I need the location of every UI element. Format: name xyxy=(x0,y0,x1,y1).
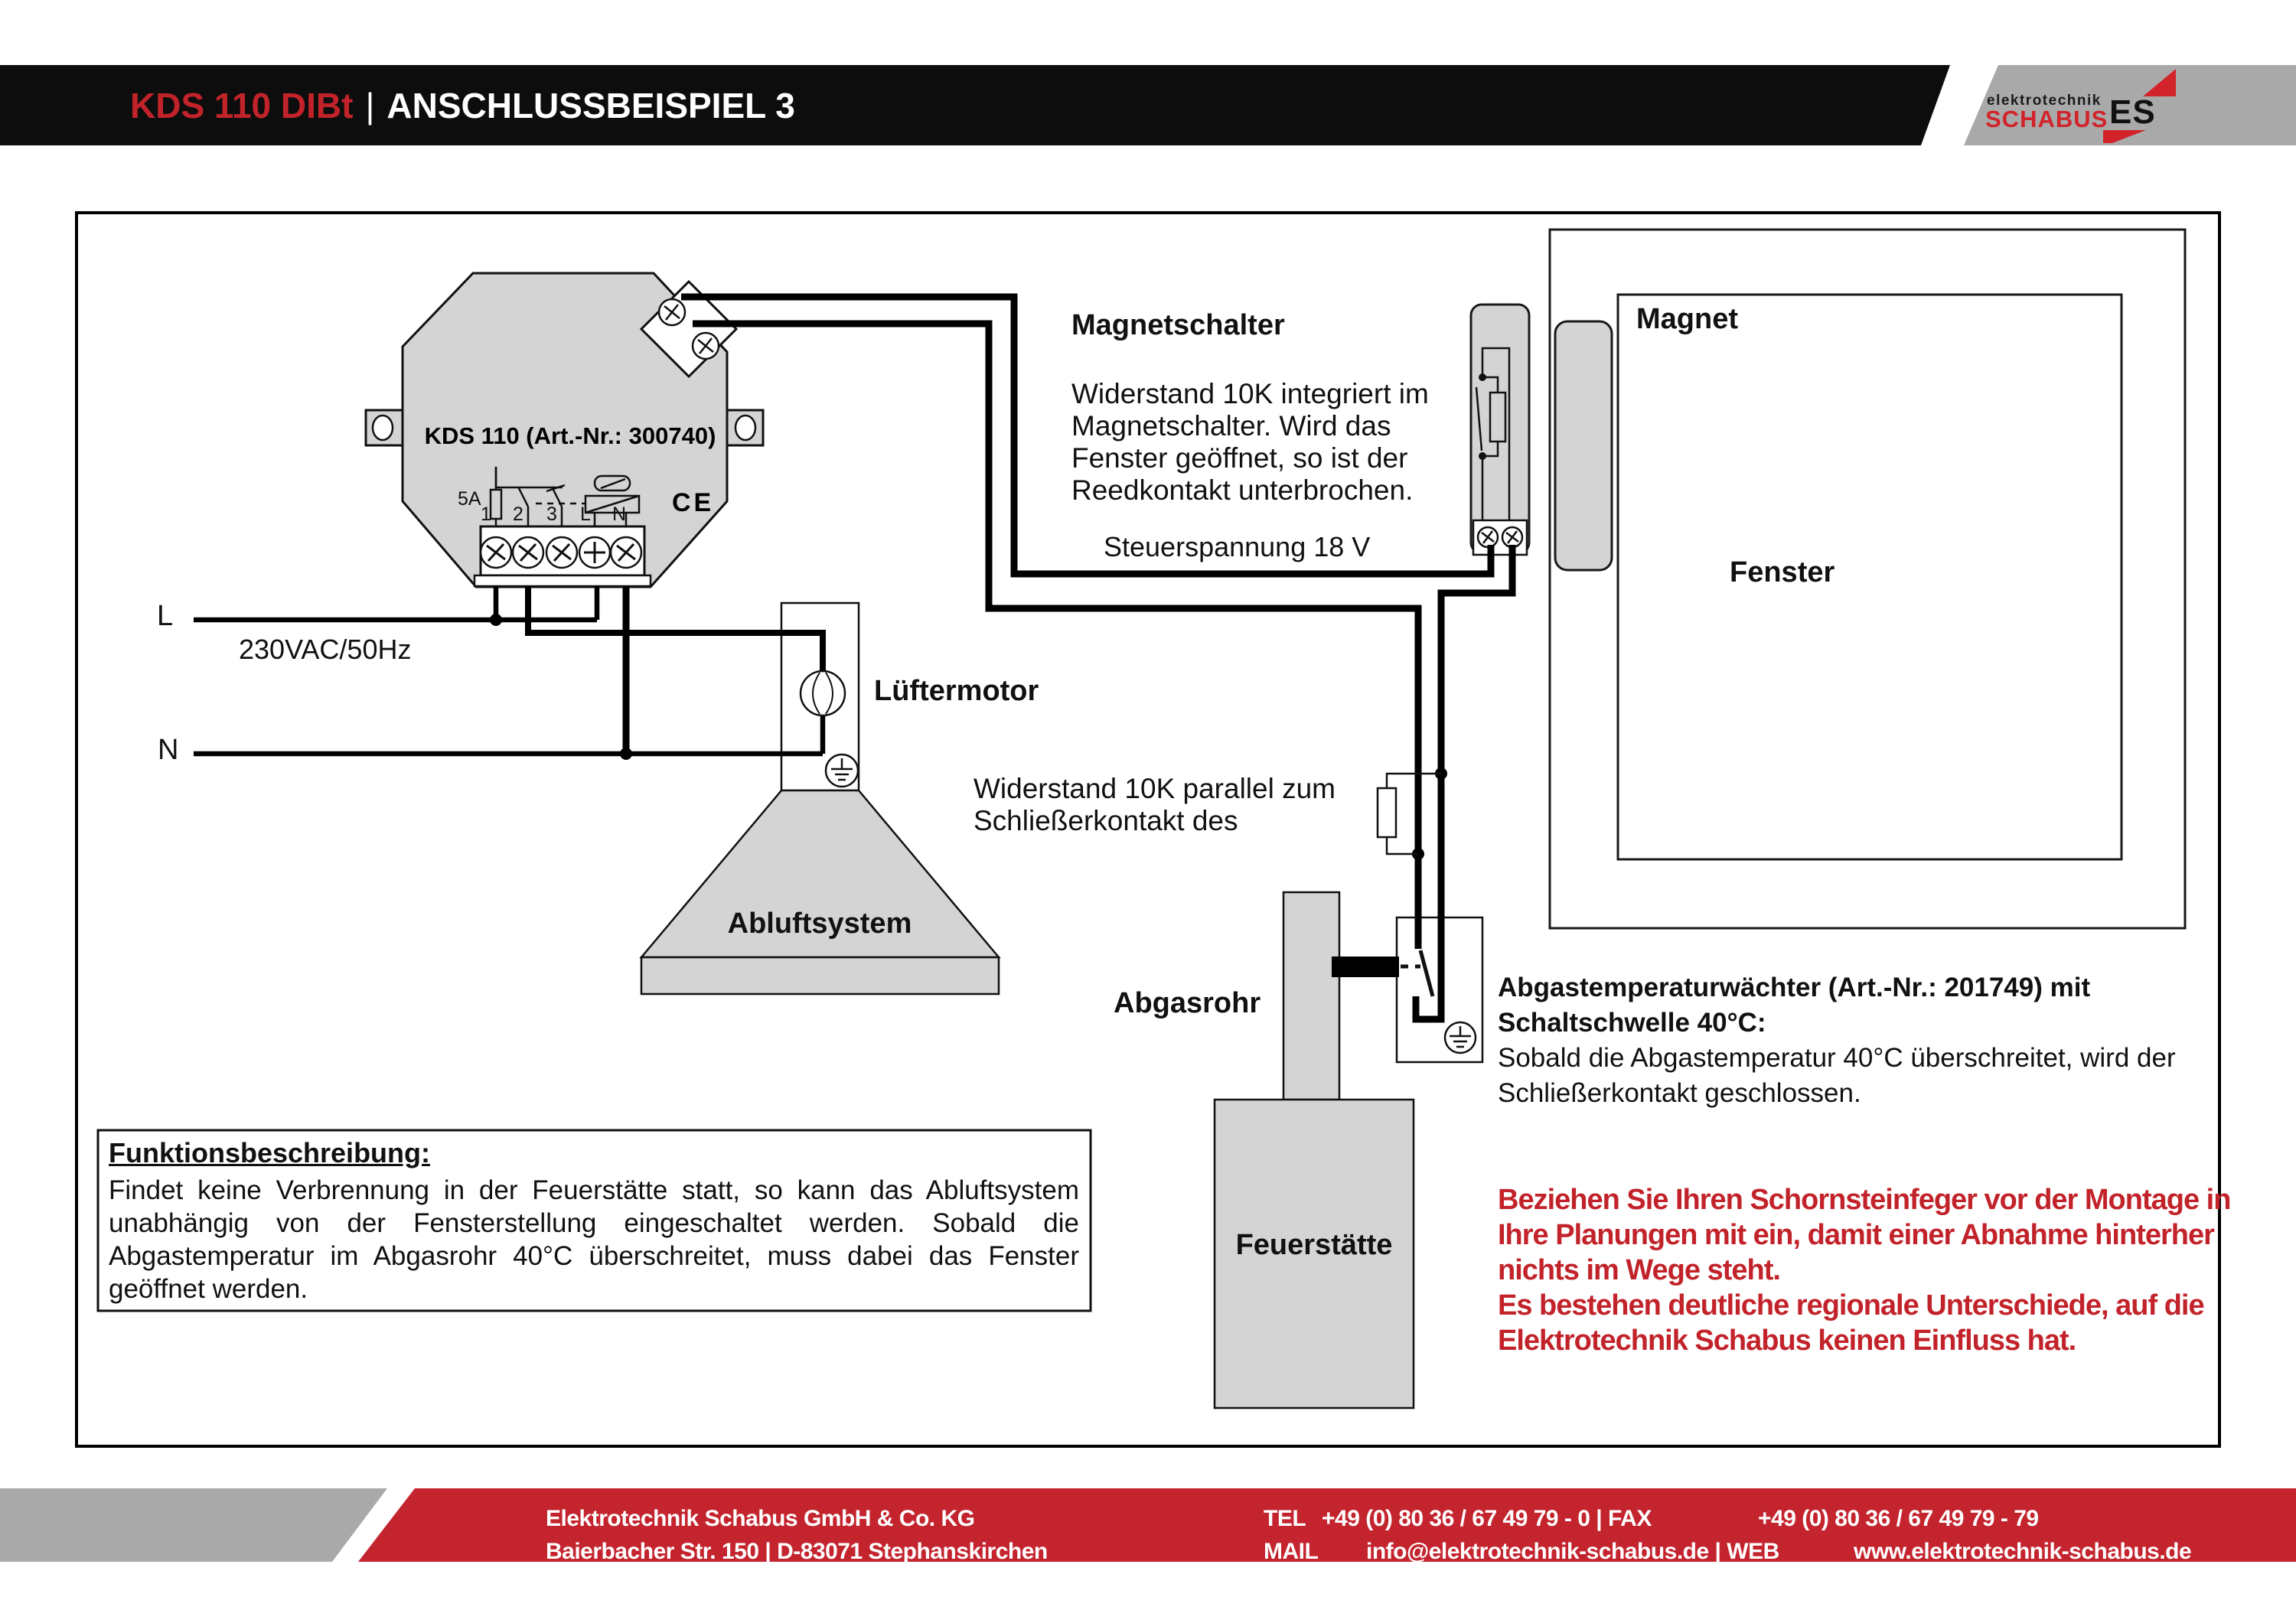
screw-icon xyxy=(1502,527,1522,547)
warning-line: Ihre Planungen mit ein, damit einer Abnahme hinterher xyxy=(1498,1219,2214,1251)
warning-line: nichts im Wege steht. xyxy=(1498,1254,1780,1286)
title-separator: | xyxy=(365,85,375,125)
warning-line: Elektrotechnik Schabus keinen Einfluss hat. xyxy=(1498,1325,2076,1357)
junction-dot xyxy=(620,748,632,760)
footer-web-value: www.elektrotechnik-schabus.de xyxy=(1854,1539,2192,1564)
waechter-body-line: Sobald die Abgastemperatur 40°C überschreitet, wird der xyxy=(1498,1043,2176,1073)
footer-company: Elektrotechnik Schabus GmbH & Co. KG xyxy=(546,1506,975,1531)
mains-voltage-label: 230VAC/50Hz xyxy=(239,634,412,665)
footer-mail-value: info@elektrotechnik-schabus.de | WEB xyxy=(1366,1539,1779,1564)
footer-address: Baierbacher Str. 150 | D-83071 Stephanskirchen xyxy=(546,1539,1048,1564)
screw-icon xyxy=(579,537,610,568)
waechter-bold-line: Abgastemperaturwächter (Art.-Nr.: 201749) mit xyxy=(1498,973,2091,1002)
magnetschalter-body-line: Fenster geöffnet, so ist der xyxy=(1071,442,1408,474)
warning-line: Beziehen Sie Ihren Schornsteinfeger vor der Montage in xyxy=(1498,1184,2231,1216)
funktionsbeschreibung-body xyxy=(109,1174,1079,1305)
footer-mail-label: MAIL xyxy=(1264,1539,1319,1564)
schornsteinfeger-warning xyxy=(1498,1182,2230,1358)
screw-icon xyxy=(611,537,641,568)
kds-terminal-n-label: N xyxy=(612,504,627,525)
ground-icon xyxy=(1445,1022,1476,1053)
kds-terminal-2-label: 2 xyxy=(513,504,523,525)
schabus-logo-es-icon: ES xyxy=(2109,93,2156,131)
ms-junction-dot xyxy=(1479,373,1486,381)
magnet-label: Magnet xyxy=(1636,303,1738,335)
kds-terminal-l-label: L xyxy=(580,504,591,525)
screw-icon xyxy=(513,537,543,568)
steuerspannung-label: Steuerspannung 18 V xyxy=(1104,531,1371,562)
fb-body-line: Abgastemperatur im Abgasrohr 40°C überschreitet, muss dabei das Fenster xyxy=(109,1241,1079,1271)
feuerstaette-label: Feuerstätte xyxy=(1235,1229,1393,1261)
abluftsystem-label: Abluftsystem xyxy=(727,908,912,940)
fb-body-line: geöffnet werden. xyxy=(109,1274,308,1304)
screw-icon xyxy=(481,537,511,568)
junction-dot xyxy=(490,614,502,626)
magnetschalter-heading: Magnetschalter xyxy=(1071,309,1285,341)
abgasrohr-label: Abgasrohr xyxy=(1114,987,1261,1019)
ground-icon xyxy=(826,754,858,787)
exhaust-hood-base xyxy=(641,957,999,994)
kds-terminal-3-label: 3 xyxy=(546,504,557,525)
footer-tel-value: +49 (0) 80 36 / 67 49 79 - 0 | FAX xyxy=(1322,1506,1652,1531)
mains-n-label: N xyxy=(158,734,179,766)
lueftermotor-label: Lüftermotor xyxy=(874,675,1039,707)
waechter-bold-line: Schaltschwelle 40°C: xyxy=(1498,1008,1766,1038)
magnetschalter-body-line: Widerstand 10K integriert im xyxy=(1071,378,1429,409)
screw-icon xyxy=(1478,527,1498,547)
temperature-probe xyxy=(1332,957,1399,977)
abgasrohr-pipe xyxy=(1283,892,1339,1100)
ms-junction-dot xyxy=(1479,452,1486,460)
waechter-body-line: Schließerkontakt geschlossen. xyxy=(1498,1078,1861,1108)
magnet-bar xyxy=(1555,321,1612,570)
kds-bottom-terminal-lip xyxy=(475,575,651,586)
screw-icon xyxy=(693,333,719,359)
magnetschalter-body xyxy=(1071,378,1429,507)
kds-fuse-label: 5A xyxy=(458,488,481,510)
widerstand-note-line: Widerstand 10K parallel zum xyxy=(974,773,1336,804)
footer-tel-label: TEL xyxy=(1264,1506,1306,1531)
warning-line: Es bestehen deutliche regionale Unterschiede, auf die xyxy=(1498,1289,2204,1322)
screw-icon xyxy=(546,537,577,568)
mains-l-label: L xyxy=(157,600,174,632)
ce-mark-icon: CE xyxy=(672,488,715,517)
fenster-label: Fenster xyxy=(1730,556,1835,588)
widerstand-note xyxy=(974,773,1336,837)
magnetschalter-body-line: Magnetschalter. Wird das xyxy=(1071,410,1391,442)
schabus-logo-line1: elektrotechnik xyxy=(1987,93,2102,109)
footer-gray-band xyxy=(0,1488,387,1562)
kds-terminal-1-label: 1 xyxy=(481,504,491,525)
fan-motor-icon xyxy=(801,671,845,715)
magnetschalter-body-line: Reedkontakt unterbrochen. xyxy=(1071,474,1414,506)
footer-fax-value: +49 (0) 80 36 / 67 49 79 - 79 xyxy=(1758,1506,2039,1531)
fb-body-line: unabhängig von der Fensterstellung eingeschaltet werden. Sobald die xyxy=(109,1208,1079,1238)
schabus-logo-line2: SCHABUS xyxy=(1985,106,2108,132)
page-title xyxy=(130,65,795,145)
title-model: KDS 110 DIBt xyxy=(130,85,354,125)
waechter-text xyxy=(1498,970,2176,1111)
funktionsbeschreibung-heading: Funktionsbeschreibung: xyxy=(109,1137,431,1168)
widerstand-note-line: Schließerkontakt des xyxy=(974,805,1238,836)
fb-body-line: Findet keine Verbrennung in der Feuerstätte statt, so kann das Abluftsystem xyxy=(109,1175,1079,1205)
kds-device-label: KDS 110 (Art.-Nr.: 300740) xyxy=(424,422,716,449)
screw-icon xyxy=(659,299,685,325)
title-page: ANSCHLUSSBEISPIEL 3 xyxy=(386,85,795,125)
kds-right-tab-hole xyxy=(735,416,755,440)
kds-left-tab-hole xyxy=(373,416,393,440)
